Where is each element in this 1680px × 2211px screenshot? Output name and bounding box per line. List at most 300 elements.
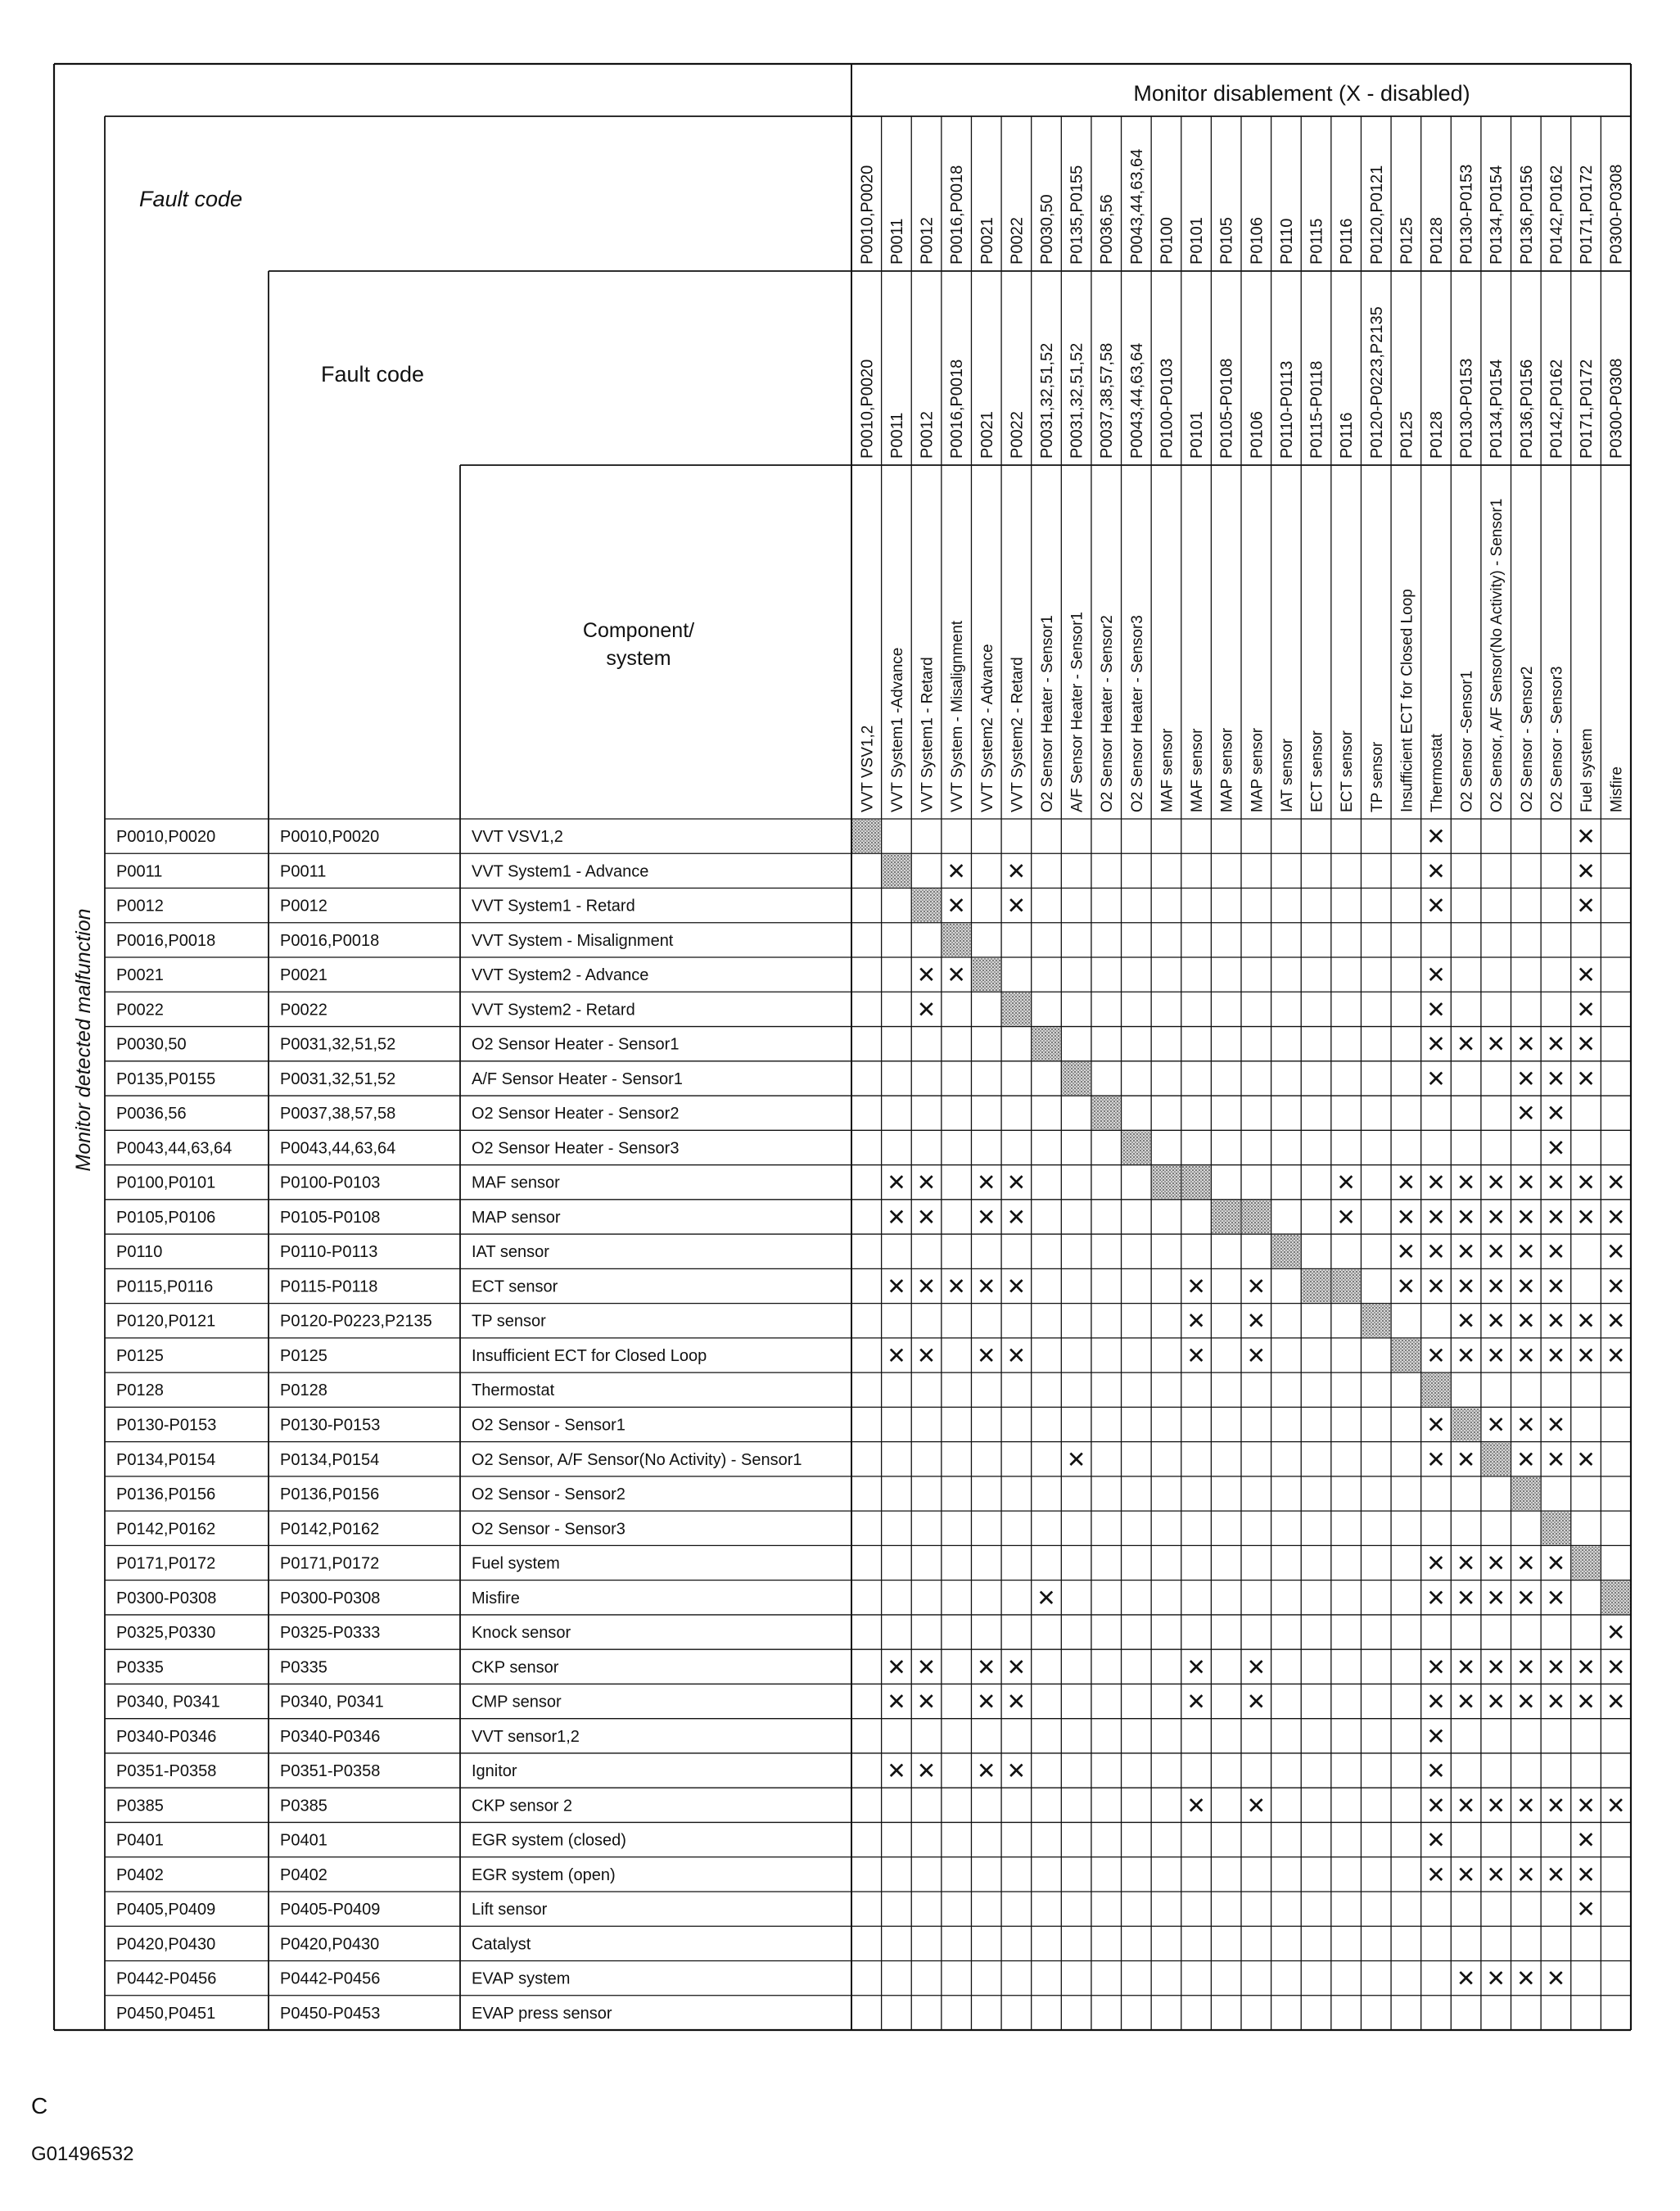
row-component-name: CKP sensor [472, 1658, 559, 1677]
column-code-range-21: P0130-P0153 [1457, 358, 1476, 459]
self-diagnosis-shaded-cell [1062, 1062, 1091, 1095]
row-fault-code-range: P0031,32,51,52 [280, 1035, 396, 1054]
column-component-22: O2 Sensor, A/F Sensor(No Activity) - Sensor1 [1488, 498, 1506, 812]
disabled-mark: ✕ [1456, 1549, 1476, 1577]
disabled-mark: ✕ [1456, 1965, 1476, 1992]
disabled-mark: ✕ [1516, 1203, 1536, 1231]
disabled-mark: ✕ [1186, 1792, 1206, 1820]
column-code-22: P0134,P0154 [1488, 165, 1506, 265]
row-fault-code-range: P0340-P0346 [280, 1727, 381, 1746]
disabled-mark: ✕ [1546, 1203, 1566, 1231]
column-code-12: P0101 [1188, 217, 1207, 265]
self-diagnosis-shaded-cell [1332, 1269, 1361, 1302]
row-fault-code-range: P0010,P0020 [280, 828, 380, 847]
disabled-mark: ✕ [1246, 1273, 1267, 1300]
disabled-mark: ✕ [1546, 1861, 1566, 1888]
row-fault-code-range: P0325-P0333 [280, 1624, 381, 1643]
column-component-3: VVT System1 - Retard [919, 657, 937, 812]
row-fault-code-range: P0385 [280, 1797, 327, 1815]
row-component-name: MAP sensor [472, 1208, 561, 1227]
row-component-name: O2 Sensor - Sensor2 [472, 1485, 625, 1504]
column-code-25: P0171,P0172 [1578, 165, 1596, 265]
column-code-range-23: P0136,P0156 [1517, 359, 1536, 459]
row-component-name: MAF sensor [472, 1173, 560, 1192]
row-fault-code-range: P0136,P0156 [280, 1485, 380, 1504]
column-code-21: P0130-P0153 [1457, 164, 1476, 265]
disabled-mark: ✕ [1546, 1653, 1566, 1681]
column-component-20: Thermostat [1429, 733, 1446, 812]
row-fault-code: P0135,P0155 [116, 1069, 216, 1088]
disabled-mark: ✕ [1426, 1861, 1446, 1888]
row-fault-code-range: P0012 [280, 897, 327, 916]
column-component-19: Insufficient ECT for Closed Loop [1398, 589, 1416, 812]
row-component-name: ECT sensor [472, 1277, 558, 1296]
self-diagnosis-shaded-cell [1272, 1235, 1301, 1268]
row-fault-code-range: P0031,32,51,52 [280, 1069, 396, 1088]
disabled-mark: ✕ [1396, 1203, 1416, 1231]
disabled-mark: ✕ [1516, 1965, 1536, 1992]
row-fault-code-range: P0125 [280, 1346, 327, 1365]
disabled-mark: ✕ [1516, 1688, 1536, 1716]
row-fault-code: P0016,P0018 [116, 931, 216, 950]
column-code-range-14: P0106 [1248, 411, 1267, 459]
disabled-mark: ✕ [1546, 1341, 1566, 1369]
column-code-range-12: P0101 [1188, 411, 1207, 459]
column-code-7: P0030,50 [1038, 194, 1056, 265]
disabled-mark: ✕ [1546, 1169, 1566, 1196]
row-fault-code-range: P0011 [280, 862, 327, 881]
disabled-mark: ✕ [887, 1203, 906, 1231]
disabled-mark: ✕ [1336, 1203, 1356, 1231]
disabled-mark: ✕ [1426, 1203, 1446, 1231]
row-fault-code: P0010,P0020 [116, 828, 216, 847]
monitor-disablement-title: Monitor disablement (X - disabled) [1133, 81, 1470, 106]
row-component-name: Misfire [472, 1589, 520, 1607]
row-component-name: O2 Sensor - Sensor3 [472, 1520, 625, 1539]
row-fault-code: P0402 [116, 1865, 164, 1884]
disabled-mark: ✕ [1605, 1619, 1626, 1647]
disabled-mark: ✕ [1006, 1273, 1027, 1300]
column-code-3: P0012 [918, 217, 937, 265]
row-fault-code-range: P0351-P0358 [280, 1762, 381, 1781]
disabled-mark: ✕ [1516, 1653, 1536, 1681]
disabled-mark: ✕ [1456, 1030, 1476, 1058]
disabled-mark: ✕ [1605, 1341, 1626, 1369]
disabled-mark: ✕ [1456, 1341, 1476, 1369]
disabled-mark: ✕ [1516, 1030, 1536, 1058]
disabled-mark: ✕ [1486, 1792, 1506, 1820]
row-component-name: Fuel system [472, 1554, 560, 1573]
row-fault-code-range: P0120-P0223,P2135 [280, 1312, 432, 1331]
row-fault-code: P0142,P0162 [116, 1520, 216, 1539]
column-code-20: P0128 [1428, 217, 1446, 265]
column-code-8: P0135,P0155 [1068, 165, 1086, 265]
column-component-14: MAP sensor [1249, 727, 1267, 812]
disabled-mark: ✕ [1426, 1757, 1446, 1785]
disabled-mark: ✕ [1486, 1688, 1506, 1716]
disabled-mark: ✕ [1486, 1549, 1506, 1577]
row-fault-code-range: P0043,44,63,64 [280, 1139, 396, 1158]
row-component-name: VVT sensor1,2 [472, 1727, 580, 1746]
column-code-18: P0120,P0121 [1367, 165, 1386, 265]
disabled-mark: ✕ [1006, 1341, 1027, 1369]
row-fault-code-range: P0405-P0409 [280, 1901, 381, 1919]
disabled-mark: ✕ [1246, 1653, 1267, 1681]
column-code-6: P0022 [1008, 217, 1027, 265]
column-code-4: P0016,P0018 [948, 165, 967, 265]
column-code-9: P0036,56 [1098, 194, 1117, 265]
row-component-name: VVT System2 - Retard [472, 1001, 635, 1020]
disabled-mark: ✕ [1426, 1653, 1446, 1681]
row-fault-code-range: P0016,P0018 [280, 931, 380, 950]
self-diagnosis-shaded-cell [1212, 1200, 1240, 1233]
row-fault-code: P0011 [116, 862, 163, 881]
disabled-mark: ✕ [1576, 1896, 1596, 1924]
disabled-mark: ✕ [1516, 1307, 1536, 1335]
disabled-mark: ✕ [1486, 1030, 1506, 1058]
self-diagnosis-shaded-cell [1362, 1304, 1390, 1337]
row-component-name: VVT System1 - Retard [472, 897, 635, 916]
disabled-mark: ✕ [887, 1688, 906, 1716]
disabled-mark: ✕ [1486, 1238, 1506, 1266]
disabled-mark: ✕ [1246, 1688, 1267, 1716]
column-code-range-7: P0031,32,51,52 [1038, 342, 1056, 459]
disabled-mark: ✕ [1546, 1584, 1566, 1612]
row-component-name: EGR system (open) [472, 1865, 616, 1884]
disabled-mark: ✕ [1576, 892, 1596, 920]
column-code-range-16: P0115-P0118 [1307, 360, 1326, 459]
column-code-11: P0100 [1158, 217, 1176, 265]
component-label: Component/ [582, 619, 695, 642]
disabled-mark: ✕ [1486, 1861, 1506, 1888]
column-code-range-4: P0016,P0018 [948, 359, 967, 459]
row-fault-code-range: P0115-P0118 [280, 1277, 378, 1296]
column-component-15: IAT sensor [1278, 738, 1296, 812]
disabled-mark: ✕ [1426, 1722, 1446, 1750]
disabled-mark: ✕ [1426, 1549, 1446, 1577]
disabled-mark: ✕ [1605, 1792, 1626, 1820]
disabled-mark: ✕ [1006, 1203, 1027, 1231]
row-fault-code-range: P0340, P0341 [280, 1693, 384, 1711]
row-fault-code: P0128 [116, 1381, 164, 1400]
row-component-name: O2 Sensor, A/F Sensor(No Activity) - Sensor1 [472, 1450, 802, 1469]
disabled-mark: ✕ [1605, 1273, 1626, 1300]
self-diagnosis-shaded-cell [1482, 1443, 1511, 1476]
disabled-mark: ✕ [1006, 857, 1027, 885]
row-fault-code-range: P0442-P0456 [280, 1969, 381, 1988]
column-code-17: P0116 [1338, 218, 1357, 265]
self-diagnosis-shaded-cell [1242, 1200, 1271, 1233]
row-component-name: VVT System1 - Advance [472, 862, 649, 881]
disabled-mark: ✕ [1546, 1688, 1566, 1716]
disabled-mark: ✕ [1546, 1273, 1566, 1300]
disabled-mark: ✕ [1486, 1965, 1506, 1992]
disabled-mark: ✕ [1486, 1203, 1506, 1231]
disabled-mark: ✕ [1546, 1238, 1566, 1266]
disabled-mark: ✕ [1516, 1861, 1536, 1888]
column-component-7: O2 Sensor Heater - Sensor1 [1039, 615, 1056, 812]
disabled-mark: ✕ [1516, 1238, 1536, 1266]
row-fault-code: P0130-P0153 [116, 1416, 217, 1435]
row-fault-code-range: P0037,38,57,58 [280, 1105, 396, 1124]
self-diagnosis-shaded-cell [942, 924, 971, 956]
disabled-mark: ✕ [1186, 1341, 1206, 1369]
disabled-mark: ✕ [1426, 1445, 1446, 1473]
disabled-mark: ✕ [887, 1757, 906, 1785]
row-fault-code: P0036,56 [116, 1105, 187, 1124]
self-diagnosis-shaded-cell [1032, 1028, 1061, 1060]
disabled-mark: ✕ [946, 857, 966, 885]
disabled-mark: ✕ [1006, 1688, 1027, 1716]
disabled-mark: ✕ [1426, 1030, 1446, 1058]
disabled-mark: ✕ [1605, 1307, 1626, 1335]
row-fault-code: P0120,P0121 [116, 1312, 216, 1331]
row-fault-code: P0442-P0456 [116, 1969, 217, 1988]
column-code-23: P0136,P0156 [1517, 165, 1536, 265]
column-code-15: P0110 [1277, 218, 1296, 265]
column-code-range-25: P0171,P0172 [1578, 359, 1596, 459]
row-component-name: TP sensor [472, 1312, 546, 1331]
disabled-mark: ✕ [1246, 1307, 1267, 1335]
disabled-mark: ✕ [1396, 1238, 1416, 1266]
disabled-mark: ✕ [1006, 1653, 1027, 1681]
column-component-21: O2 Sensor -Sensor1 [1458, 670, 1476, 812]
disabled-mark: ✕ [1426, 1826, 1446, 1854]
disabled-mark: ✕ [1456, 1584, 1476, 1612]
disabled-mark: ✕ [1576, 857, 1596, 885]
disabled-mark: ✕ [1486, 1341, 1506, 1369]
row-fault-code-range: P0128 [280, 1381, 327, 1400]
disabled-mark: ✕ [1336, 1169, 1356, 1196]
row-fault-code-range: P0335 [280, 1658, 327, 1677]
footer-letter: C [31, 2093, 48, 2118]
disabled-mark: ✕ [887, 1273, 906, 1300]
column-component-13: MAP sensor [1218, 727, 1236, 812]
row-fault-code-range: P0134,P0154 [280, 1450, 380, 1469]
self-diagnosis-shaded-cell [972, 958, 1000, 991]
row-component-name: Insufficient ECT for Closed Loop [472, 1346, 707, 1365]
self-diagnosis-shaded-cell [1092, 1096, 1121, 1129]
disabled-mark: ✕ [1426, 1169, 1446, 1196]
row-component-name: O2 Sensor Heater - Sensor2 [472, 1105, 680, 1124]
row-fault-code-range: P0401 [280, 1831, 327, 1850]
row-fault-code-range: P0142,P0162 [280, 1520, 380, 1539]
disabled-mark: ✕ [1576, 823, 1596, 851]
column-code-range-20: P0128 [1428, 411, 1446, 459]
disabled-mark: ✕ [1456, 1307, 1476, 1335]
disabled-mark: ✕ [1456, 1273, 1476, 1300]
disabled-mark: ✕ [1456, 1792, 1476, 1820]
row-fault-code: P0100,P0101 [116, 1173, 216, 1192]
disabled-mark: ✕ [977, 1203, 996, 1231]
column-code-26: P0300-P0308 [1607, 164, 1626, 265]
column-component-8: A/F Sensor Heater - Sensor1 [1068, 612, 1086, 812]
row-component-name: O2 Sensor Heater - Sensor1 [472, 1035, 680, 1054]
disabled-mark: ✕ [1486, 1307, 1506, 1335]
row-fault-code: P0325,P0330 [116, 1624, 216, 1643]
column-code-10: P0043,44,63,64 [1127, 148, 1146, 265]
row-fault-code: P0450,P0451 [116, 2004, 216, 2023]
row-component-name: CMP sensor [472, 1693, 562, 1711]
row-fault-code: P0171,P0172 [116, 1554, 216, 1573]
disabled-mark: ✕ [1546, 1065, 1566, 1092]
column-code-13: P0105 [1217, 217, 1236, 265]
disabled-mark: ✕ [1396, 1273, 1416, 1300]
row-fault-code: P0105,P0106 [116, 1208, 216, 1227]
self-diagnosis-shaded-cell [1302, 1269, 1330, 1302]
self-diagnosis-shaded-cell [1122, 1131, 1151, 1164]
disabled-mark: ✕ [1516, 1065, 1536, 1092]
column-component-11: MAF sensor [1158, 728, 1176, 812]
disabled-mark: ✕ [887, 1169, 906, 1196]
disabled-mark: ✕ [1546, 1549, 1566, 1577]
disabled-mark: ✕ [1546, 1307, 1566, 1335]
disabled-mark: ✕ [1036, 1584, 1056, 1612]
row-component-name: O2 Sensor - Sensor1 [472, 1416, 625, 1435]
row-fault-code: P0401 [116, 1831, 164, 1850]
disabled-mark: ✕ [1006, 892, 1027, 920]
disabled-mark: ✕ [1576, 1861, 1596, 1888]
row-component-name: IAT sensor [472, 1243, 549, 1262]
disabled-mark: ✕ [1546, 1792, 1566, 1820]
self-diagnosis-shaded-cell [1002, 992, 1031, 1025]
column-component-5: VVT System2 - Advance [978, 644, 996, 812]
disabled-mark: ✕ [1186, 1273, 1206, 1300]
disabled-mark: ✕ [1576, 1445, 1596, 1473]
disabled-mark: ✕ [1426, 1341, 1446, 1369]
row-fault-code: P0021 [116, 966, 164, 985]
row-component-name: EGR system (closed) [472, 1831, 626, 1850]
column-component-25: Fuel system [1578, 728, 1596, 812]
disabled-mark: ✕ [1456, 1861, 1476, 1888]
disabled-mark: ✕ [1456, 1653, 1476, 1681]
self-diagnosis-shaded-cell [1512, 1477, 1541, 1510]
disabled-mark: ✕ [1605, 1653, 1626, 1681]
row-fault-code-range: P0100-P0103 [280, 1173, 381, 1192]
column-code-range-9: P0037,38,57,58 [1098, 342, 1117, 459]
column-code-range-2: P0011 [887, 412, 906, 459]
row-fault-code: P0335 [116, 1658, 164, 1677]
disabled-mark: ✕ [1396, 1169, 1416, 1196]
row-fault-code-range: P0402 [280, 1865, 327, 1884]
column-component-26: Misfire [1608, 766, 1626, 812]
disabled-mark: ✕ [1516, 1341, 1536, 1369]
row-fault-code: P0125 [116, 1346, 164, 1365]
row-component-name: Thermostat [472, 1381, 555, 1400]
disabled-mark: ✕ [1426, 857, 1446, 885]
disabled-mark: ✕ [1516, 1169, 1536, 1196]
fault-code-label-outer: Fault code [139, 187, 243, 211]
row-fault-code: P0012 [116, 897, 164, 916]
disabled-mark: ✕ [1186, 1653, 1206, 1681]
disabled-mark: ✕ [1426, 1065, 1446, 1092]
row-fault-code: P0134,P0154 [116, 1450, 216, 1469]
disabled-mark: ✕ [1576, 1203, 1596, 1231]
disabled-mark: ✕ [1546, 1134, 1566, 1162]
column-component-17: ECT sensor [1339, 730, 1357, 812]
disabled-mark: ✕ [1426, 1273, 1446, 1300]
disabled-mark: ✕ [1576, 1307, 1596, 1335]
disabled-mark: ✕ [1426, 1792, 1446, 1820]
column-component-18: TP sensor [1368, 741, 1386, 812]
column-code-range-3: P0012 [918, 411, 937, 459]
self-diagnosis-shaded-cell [883, 854, 911, 887]
disabled-mark: ✕ [916, 1273, 937, 1300]
row-fault-code: P0385 [116, 1797, 164, 1815]
disabled-mark: ✕ [916, 1688, 937, 1716]
row-component-name: Lift sensor [472, 1901, 548, 1919]
row-fault-code: P0340-P0346 [116, 1727, 217, 1746]
row-component-name: CKP sensor 2 [472, 1797, 573, 1815]
disabled-mark: ✕ [946, 892, 966, 920]
disabled-mark: ✕ [1576, 1065, 1596, 1092]
component-label-line2: system [606, 647, 671, 670]
disabled-mark: ✕ [1516, 1445, 1536, 1473]
disabled-mark: ✕ [1486, 1584, 1506, 1612]
disabled-mark: ✕ [1576, 1169, 1596, 1196]
disabled-mark: ✕ [916, 1169, 937, 1196]
column-code-5: P0021 [978, 217, 996, 265]
row-fault-code: P0115,P0116 [116, 1277, 214, 1296]
column-code-range-17: P0116 [1338, 412, 1357, 459]
disabled-mark: ✕ [1546, 1965, 1566, 1992]
disabled-mark: ✕ [1576, 1688, 1596, 1716]
self-diagnosis-shaded-cell [1152, 1166, 1181, 1199]
row-component-name: EVAP press sensor [472, 2004, 612, 2023]
row-fault-code-range: P0450-P0453 [280, 2004, 381, 2023]
column-component-16: ECT sensor [1308, 730, 1326, 812]
disabled-mark: ✕ [1426, 823, 1446, 851]
disabled-mark: ✕ [1576, 1030, 1596, 1058]
disabled-mark: ✕ [1605, 1203, 1626, 1231]
disabled-mark: ✕ [1516, 1273, 1536, 1300]
column-code-range-18: P0120-P0223,P2135 [1367, 306, 1386, 459]
row-fault-code: P0340, P0341 [116, 1693, 220, 1711]
column-component-24: O2 Sensor - Sensor3 [1548, 666, 1566, 812]
disabled-mark: ✕ [977, 1273, 996, 1300]
column-code-range-11: P0100-P0103 [1158, 358, 1176, 459]
row-component-name: VVT System2 - Advance [472, 966, 649, 985]
row-component-name: A/F Sensor Heater - Sensor1 [472, 1069, 683, 1088]
self-diagnosis-shaded-cell [1182, 1166, 1211, 1199]
column-code-range-8: P0031,32,51,52 [1068, 342, 1086, 459]
disabled-mark: ✕ [1546, 1445, 1566, 1473]
disabled-mark: ✕ [1546, 1030, 1566, 1058]
disabled-mark: ✕ [977, 1757, 996, 1785]
disabled-mark: ✕ [1516, 1584, 1536, 1612]
disabled-mark: ✕ [1426, 1688, 1446, 1716]
column-component-4: VVT System - Misalignment [949, 620, 967, 812]
disabled-mark: ✕ [1576, 996, 1596, 1024]
disabled-mark: ✕ [916, 1757, 937, 1785]
disabled-mark: ✕ [887, 1653, 906, 1681]
row-fault-code: P0351-P0358 [116, 1762, 217, 1781]
column-component-12: MAF sensor [1189, 728, 1207, 812]
column-code-19: P0125 [1398, 217, 1416, 265]
self-diagnosis-shaded-cell [1572, 1546, 1601, 1579]
self-diagnosis-shaded-cell [852, 820, 881, 852]
row-fault-code: P0136,P0156 [116, 1485, 216, 1504]
column-code-2: P0011 [887, 218, 906, 265]
disabled-mark: ✕ [1456, 1238, 1476, 1266]
row-fault-code: P0300-P0308 [116, 1589, 217, 1607]
column-code-range-1: P0010,P0020 [858, 359, 877, 459]
column-component-9: O2 Sensor Heater - Sensor2 [1099, 615, 1117, 812]
row-fault-code: P0405,P0409 [116, 1901, 216, 1919]
disabled-mark: ✕ [1186, 1307, 1206, 1335]
self-diagnosis-shaded-cell [1601, 1581, 1630, 1614]
self-diagnosis-shaded-cell [1392, 1339, 1420, 1372]
